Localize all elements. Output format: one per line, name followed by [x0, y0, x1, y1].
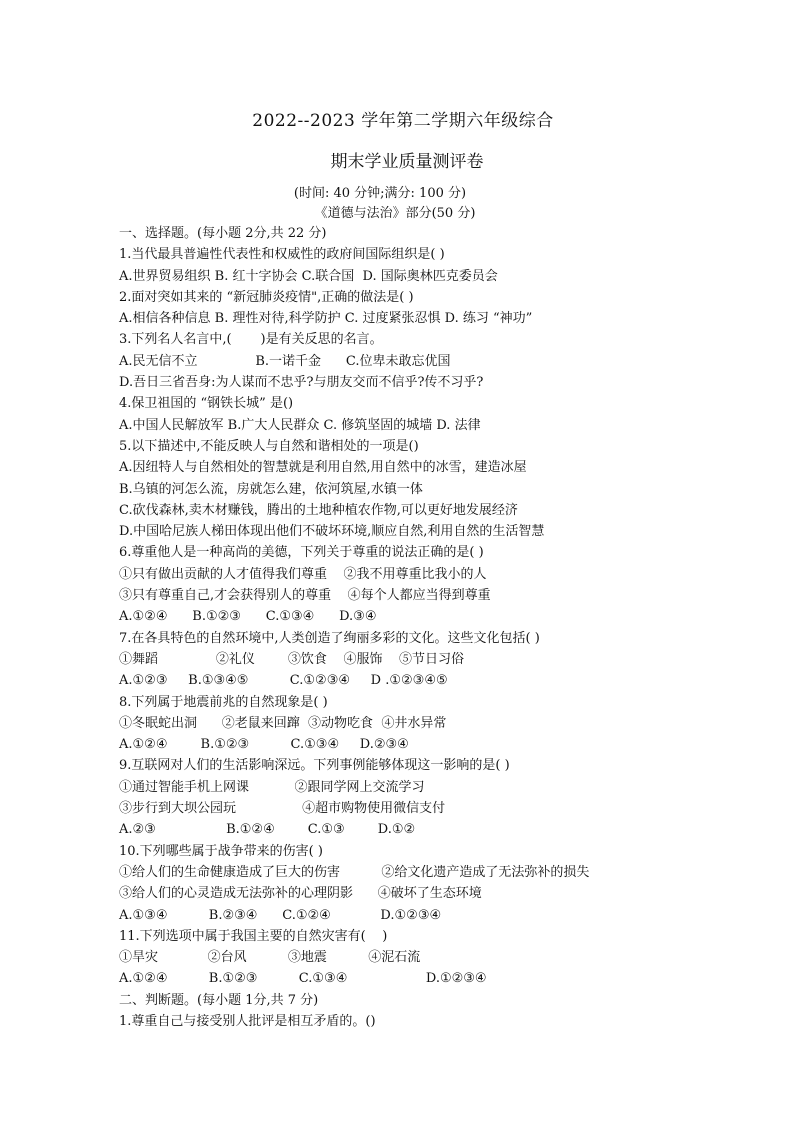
exam-title: 2022--2023 学年第二学期六年级综合 — [252, 111, 554, 131]
question-9-statements-2: ③步行到大坝公园玩 ④超市购物使用微信支付 — [119, 801, 446, 817]
section-one-heading: 一、选择题。(每小题 2分,共 22 分) — [119, 226, 327, 241]
question-11-statements: ①旱灾 ②台风 ③地震 ④泥石流 — [119, 950, 421, 966]
question-2-options: A.相信各种信息 B. 理性对待,科学防护 C. 过度紧张忍惧 D. 练习 “神功” — [119, 311, 533, 327]
question-10-options: A.①③④ B.②③④ C.①②④ D.①②③④ — [119, 907, 442, 923]
question-3-options: A.民无信不立 B.一诺千金 C.位卑未敢忘优国 — [119, 353, 451, 369]
question-5-option-d: D.中国哈尼族人梯田体现出他们不破坏环境,顺应自然,利用自然的生活智慧 — [119, 524, 545, 540]
question-5-option-c: C.砍伐森林,卖木材赚钱，腾出的土地种植农作物,可以更好地发展经济 — [119, 502, 518, 518]
question-4: 4.保卫祖国的 “钢铁长城” 是() — [119, 396, 294, 412]
question-8-options: A.①②④ B.①②③ C.①③④ D.②③④ — [119, 737, 409, 753]
question-3: 3.下列名人名言中,( )是有关反思的名言。 — [119, 332, 383, 348]
question-4-options: A.中国人民解放军 B.广大人民群众 C. 修筑坚固的城墙 D. 法律 — [119, 417, 481, 433]
question-10: 10.下列哪些属于战争带来的伤害( ) — [119, 843, 323, 859]
question-11: 11.下列选项中属于我国主要的自然灾害有( ) — [119, 928, 388, 944]
question-1-options: A.世界贸易组织 B. 红十字协会 C.联合国 D. 国际奥林匹克委员会 — [119, 268, 498, 284]
question-10-statements-2: ③给人们的心灵造成无法弥补的心理阴影 ④破坏了生态环境 — [119, 886, 482, 902]
question-7-options: A.①②③ B.①③④⑤ C.①②③④ D .①②③④⑤ — [119, 673, 448, 689]
exam-subtitle: 期末学业质量测评卷 — [330, 152, 484, 172]
question-7: 7.在各具特色的自然环境中,人类创造了绚丽多彩的文化。这些文化包括( ) — [119, 630, 540, 646]
question-6-options: A.①②④ B.①②③ C.①③④ D.③④ — [119, 609, 377, 625]
question-8: 8.下列属于地震前兆的自然现象是( ) — [119, 694, 328, 710]
section-two-heading: 二、判断题。(每小题 1分,共 7 分) — [119, 992, 319, 1008]
judgement-1: 1.尊重自己与接受别人批评是相互矛盾的。() — [119, 1013, 376, 1029]
question-list — [119, 223, 749, 1032]
question-10-statements-1: ①给人们的生命健康造成了巨大的伤害 ②给文化遗产造成了无法弥补的损失 — [119, 864, 590, 880]
question-1: 1.当代最具普遍性代表性和权威性的政府间国际组织是( ) — [119, 247, 445, 263]
question-8-statements: ①冬眠蛇出洞 ②老鼠来回蹿 ③动物吃食 ④井水异常 — [119, 715, 447, 731]
question-5: 5.以下描述中,不能反映人与自然和谐相处的一项是() — [119, 438, 419, 454]
question-6-statements-2: ③只有尊重自己,才会获得别人的尊重 ④每个人都应当得到尊重 — [119, 588, 491, 604]
time-info: (时间: 40 分钟;满分: 100 分) — [293, 186, 467, 201]
section-heading: 《道德与法治》部分(50 分) — [314, 206, 476, 221]
question-5-option-a: A.因纽特人与自然相处的智慧就是利用自然,用自然中的冰雪，建造冰屋 — [119, 460, 527, 476]
question-2: 2.面对突如其来的 “新冠肺炎疫情",正确的做法是( ) — [119, 289, 414, 305]
question-3-option-d: D.吾日三省吾身:为人谋而不忠乎?与朋友交而不信乎?传不习乎? — [119, 375, 484, 391]
question-7-statements: ①舞蹈 ②礼仪 ③饮食 ④服饰 ⑤节日习俗 — [119, 651, 464, 667]
question-6: 6.尊重他人是一种高尚的美德，下列关于尊重的说法正确的是( ) — [119, 545, 484, 561]
question-9-statements-1: ①通过智能手机上网课 ②跟同学网上交流学习 — [119, 779, 425, 795]
question-9-options: A.②③ B.①②④ C.①③ D.①② — [119, 822, 416, 838]
question-11-options: A.①②④ B.①②③ C.①③④ D.①②③④ — [119, 971, 487, 987]
question-6-statements-1: ①只有做出贡献的人才值得我们尊重 ②我不用尊重比我小的人 — [119, 566, 487, 582]
question-5-option-b: B.乌镇的河怎么流，房就怎么建，依河筑屋,水镇一体 — [119, 481, 423, 497]
question-9: 9.互联网对人们的生活影响深远。下列事例能够体现这一影响的是( ) — [119, 758, 510, 774]
